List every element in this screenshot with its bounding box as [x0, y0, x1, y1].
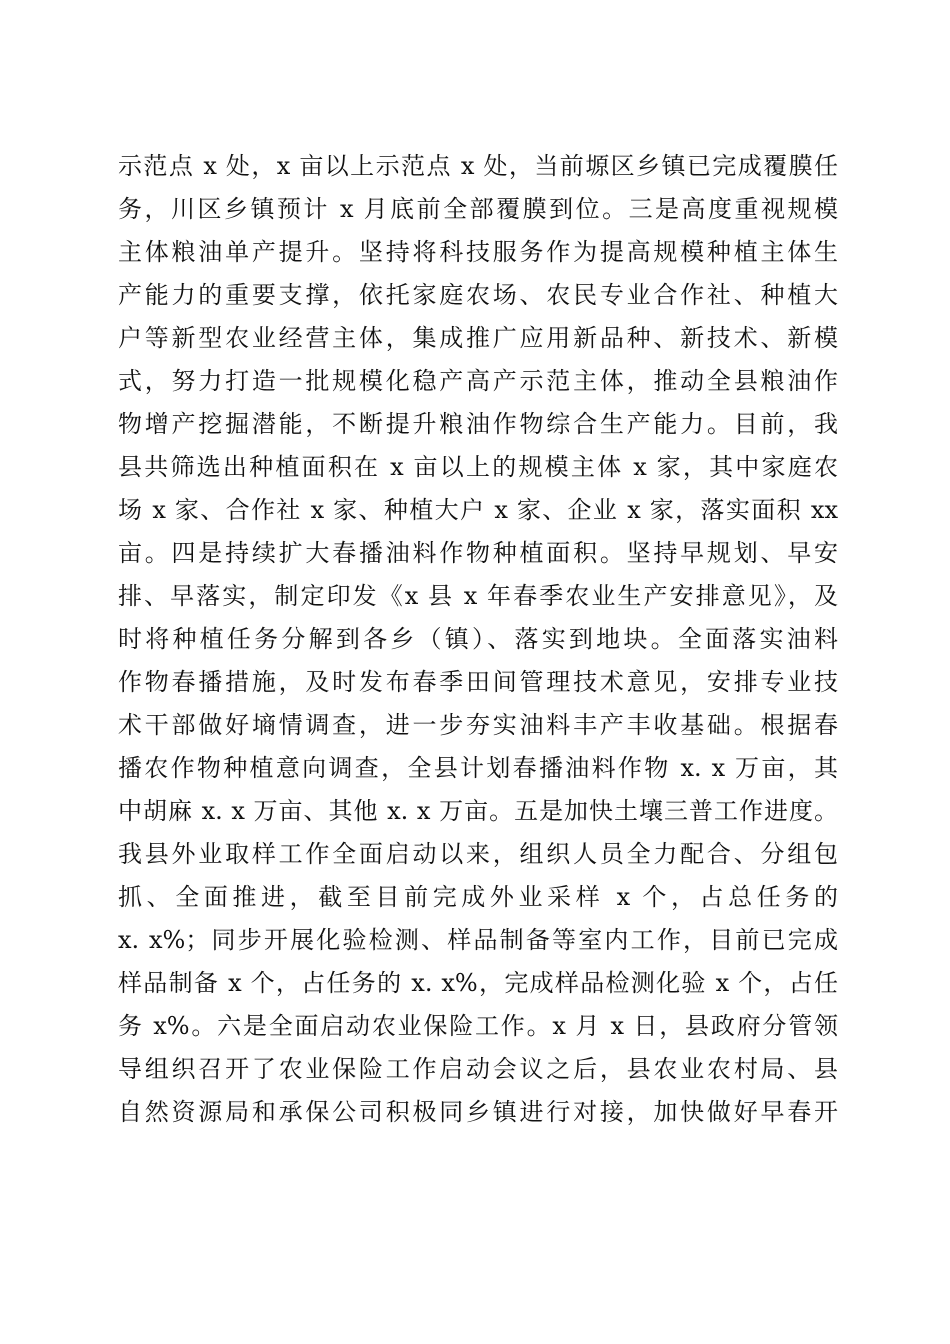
text-line: 播农作物种植意向调查，全县计划春播油料作物 x. x 万亩，其	[118, 754, 838, 782]
text-line: 亩。四是持续扩大春播油料作物种植面积。坚持早规划、早安	[118, 539, 838, 567]
text-line: 务，川区乡镇预计 x 月底前全部覆膜到位。三是高度重视规模	[118, 195, 838, 223]
text-line: x. x%；同步开展化验检测、样品制备等室内工作，目前已完成	[118, 926, 838, 954]
text-line: 户等新型农业经营主体，集成推广应用新品种、新技术、新模	[118, 324, 838, 352]
text-line: 中胡麻 x. x 万亩、其他 x. x 万亩。五是加快土壤三普工作进度。	[118, 797, 838, 825]
text-line: 导组织召开了农业保险工作启动会议之后，县农业农村局、县	[118, 1055, 838, 1083]
text-line: 术干部做好墒情调查，进一步夯实油料丰产丰收基础。根据春	[118, 711, 838, 739]
text-line: 自然资源局和承保公司积极同乡镇进行对接，加快做好早春开	[118, 1098, 838, 1126]
text-line: 作物春播措施，及时发布春季田间管理技术意见，安排专业技	[118, 668, 838, 696]
text-line: 我县外业取样工作全面启动以来，组织人员全力配合、分组包	[118, 840, 838, 868]
text-line: 主体粮油单产提升。坚持将科技服务作为提高规模种植主体生	[118, 238, 838, 266]
text-line: 排、早落实，制定印发《x 县 x 年春季农业生产安排意见》，及	[118, 582, 838, 610]
text-line: 务 x%。六是全面启动农业保险工作。x 月 x 日，县政府分管领	[118, 1012, 838, 1040]
text-line: 抓、全面推进，截至目前完成外业采样 x 个，占总任务的	[118, 883, 838, 911]
text-line: 式，努力打造一批规模化稳产高产示范主体，推动全县粮油作	[118, 367, 838, 395]
text-line: 示范点 x 处，x 亩以上示范点 x 处，当前塬区乡镇已完成覆膜任	[118, 152, 838, 180]
body-paragraph	[118, 145, 838, 1134]
text-line: 产能力的重要支撑，依托家庭农场、农民专业合作社、种植大	[118, 281, 838, 309]
text-line: 物增产挖掘潜能，不断提升粮油作物综合生产能力。目前，我	[118, 410, 838, 438]
text-line: 场 x 家、合作社 x 家、种植大户 x 家、企业 x 家，落实面积 xx	[118, 496, 838, 524]
text-line: 样品制备 x 个，占任务的 x. x%，完成样品检测化验 x 个，占任	[118, 969, 838, 997]
text-line: 县共筛选出种植面积在 x 亩以上的规模主体 x 家，其中家庭农	[118, 453, 838, 481]
text-line: 时将种植任务分解到各乡（镇）、落实到地块。全面落实油料	[118, 625, 838, 653]
